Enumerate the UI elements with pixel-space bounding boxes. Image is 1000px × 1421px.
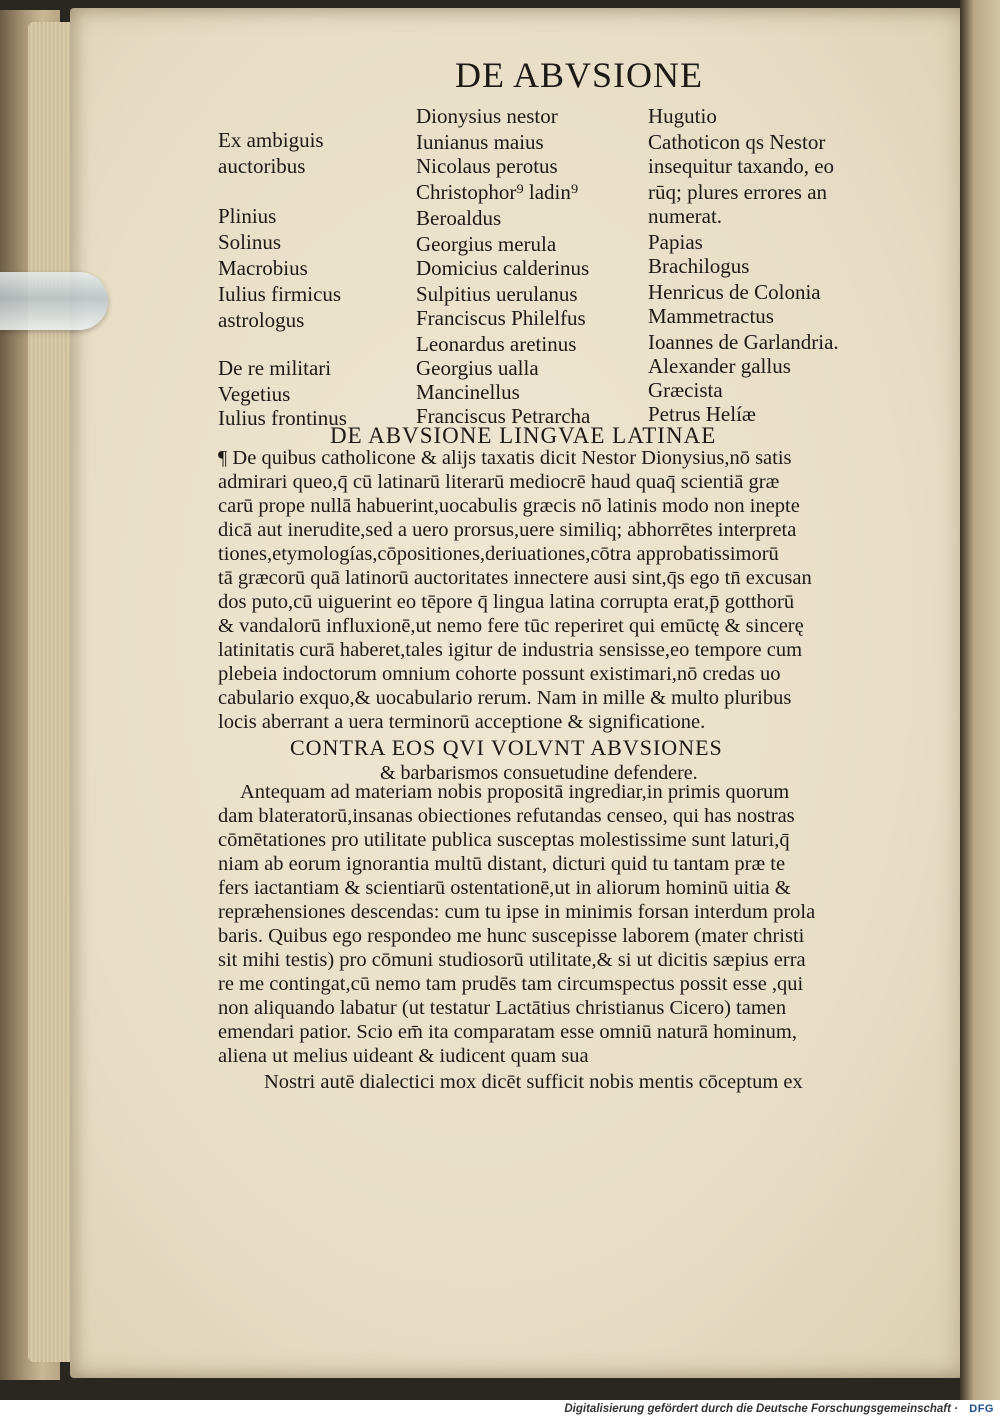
paragraph-line: dicā aut inerudite,sed a uero prorsus,uere similiq; abhorrētes interpreta — [218, 519, 797, 541]
section-heading-latinae: DE ABVSIONE LINGVAE LATINAE — [330, 423, 717, 448]
paragraph-line: non aliquando labatur (ut testatur Lactātius christianus Cicero) tamen — [218, 997, 787, 1019]
paragraph-line: re me contingat,cū nemo tam prudēs tam circumspectus possit esse ,qui — [218, 973, 804, 995]
paragraph-line: & vandalorū influxionē,ut nemo fere tūc reperiret qui emūctę & sincerę — [218, 615, 804, 637]
right-column-line: Henricus de Colonia — [648, 280, 821, 304]
dfg-logo: DFG — [969, 1403, 994, 1415]
paragraph-line: ¶ De quibus catholicone & alijs taxatis dicit Nestor Dionysius,nō satis — [218, 447, 792, 469]
middle-column-line: Dionysius nestor — [416, 104, 558, 128]
clear-page-holder — [0, 272, 108, 330]
middle-column-line: Georgius ualla — [416, 356, 539, 380]
left-column-line: Iulius firmicus — [218, 282, 342, 306]
paragraph-line: carū prope nullā habuerint,uocabulis græcis nō latinis modo non inepte — [218, 495, 800, 517]
right-column-line: Mammetractus — [648, 304, 774, 328]
paragraph-line: tiones,etymologías,cōpositiones,deriuationes,cōtra approbatissimorū — [218, 543, 779, 565]
middle-column-line: Leonardus aretinus — [416, 332, 577, 356]
page-title: DE ABVSIONE — [455, 55, 704, 95]
paragraph-line: baris. Quibus ego respondeo me hunc suscepisse laborem (mater christi — [218, 925, 805, 947]
right-column-line: insequitur taxando, eo — [648, 154, 835, 178]
right-column-line: Græcista — [648, 378, 723, 402]
paragraph-line: emendari patior. Scio em̄ ita comparatam esse omniū naturā hominum, — [218, 1021, 797, 1043]
paragraph-line: Nostri autē dialectici mox dicēt sufficit nobis mentis cōceptum ex — [264, 1071, 803, 1093]
paragraph-line: repræhensiones descendas: cum tu ipse in minimis forsan interdum prola — [218, 901, 816, 923]
left-column-line: auctoribus — [218, 154, 306, 178]
right-column-line: Ioannes de Garlandria. — [648, 330, 839, 354]
right-column-line: Brachilogus — [648, 254, 750, 278]
right-column-line: rūq; plures errores an — [648, 180, 828, 204]
section-subheading: & barbarismos consuetudine defendere. — [380, 762, 698, 784]
right-column-line: numerat. — [648, 204, 723, 228]
middle-column-line: Georgius merula — [416, 232, 557, 256]
right-column-line: Petrus Helíæ — [648, 402, 756, 426]
digitization-footer — [0, 1400, 1000, 1421]
paragraph-line: locis aberrant a uera terminorū acceptione & significatione. — [218, 711, 706, 733]
left-column-line: Iulius frontinus — [218, 406, 347, 430]
paragraph-line: sit mihi testis) pro cōmuni studiosorū utilitate,& si ut dicitis sæpius erra — [218, 949, 806, 971]
left-column-line: Macrobius — [218, 256, 308, 280]
paragraph-line: dam blateratorū,insanas obiectiones refutandas censeo, qui has nostras — [218, 805, 795, 827]
right-column-line: Alexander gallus — [648, 354, 791, 378]
right-column-line: Hugutio — [648, 104, 717, 128]
middle-column-line: Christophor⁹ ladin⁹ — [416, 180, 579, 204]
paragraph-line: plebeia indoctorum omnium cohorte possunt existimari,nō credas uo — [218, 663, 781, 685]
paragraph-line: cōmētationes pro utilitate publica susceptas molestissime sunt laturi,q̄ — [218, 829, 790, 851]
middle-column-line: Domicius calderinus — [416, 256, 590, 280]
left-column-line: Ex ambiguis — [218, 128, 324, 152]
paragraph-line: latinitatis curā haberet,tales igitur de industria sensisse,eo tempore cum — [218, 639, 803, 661]
middle-column-line: Beroaldus — [416, 206, 502, 230]
right-column-line: Cathoticon qs Nestor — [648, 130, 826, 154]
middle-column-line: Sulpitius uerulanus — [416, 282, 578, 306]
left-column-line: Plinius — [218, 204, 277, 228]
paragraph-line: tā græcorū quā latinorū auctoritates innectere ausi sint,q̄s ego tn̄ excusan — [218, 567, 812, 589]
left-column-line: Solinus — [218, 230, 282, 254]
paragraph-line: niam ab eorum ignorantia multū distant, dicturi quid tu tantam præ te — [218, 853, 786, 875]
left-column-line: astrologus — [218, 308, 305, 332]
middle-column-line: Nicolaus perotus — [416, 154, 558, 178]
paragraph-line: cabulario exquo,& uocabulario rerum. Nam in mille & multo pluribus — [218, 687, 792, 709]
footer-credit: Digitalisierung gefördert durch die Deutsche Forschungsgemeinschaft · — [564, 1403, 958, 1415]
paragraph-line: aliena ut melius uideant & iudicent quam sua — [218, 1045, 589, 1067]
paragraph-line: fers iactantiam & scientiarū ostentationē,ut in aliorum hominū uitia & — [218, 877, 791, 899]
right-column-line: Papias — [648, 230, 703, 254]
middle-column-line: Franciscus Petrarcha — [416, 404, 591, 428]
left-column-line: Vegetius — [218, 382, 291, 406]
paragraph-line: dos puto,cū uiguerint eo tēpore q̄ lingua latina corrupta erat,p̄ gotthorū — [218, 591, 795, 613]
paragraph-line: Antequam ad materiam nobis propositā ingrediar,in primis quorum — [240, 781, 790, 803]
middle-column-line: Iunianus maius — [416, 130, 544, 154]
facing-page-edge — [960, 0, 1000, 1400]
middle-column-line: Mancinellus — [416, 380, 520, 404]
section-heading-contra: CONTRA EOS QVI VOLVNT ABVSIONES — [290, 735, 723, 760]
middle-column-line: Franciscus Philelfus — [416, 306, 586, 330]
paragraph-line: admirari queo,q̄ cū latinarū literarū mediocrē haud quaq̄ scientiā græ — [218, 471, 780, 493]
left-column-line: De re militari — [218, 356, 332, 380]
